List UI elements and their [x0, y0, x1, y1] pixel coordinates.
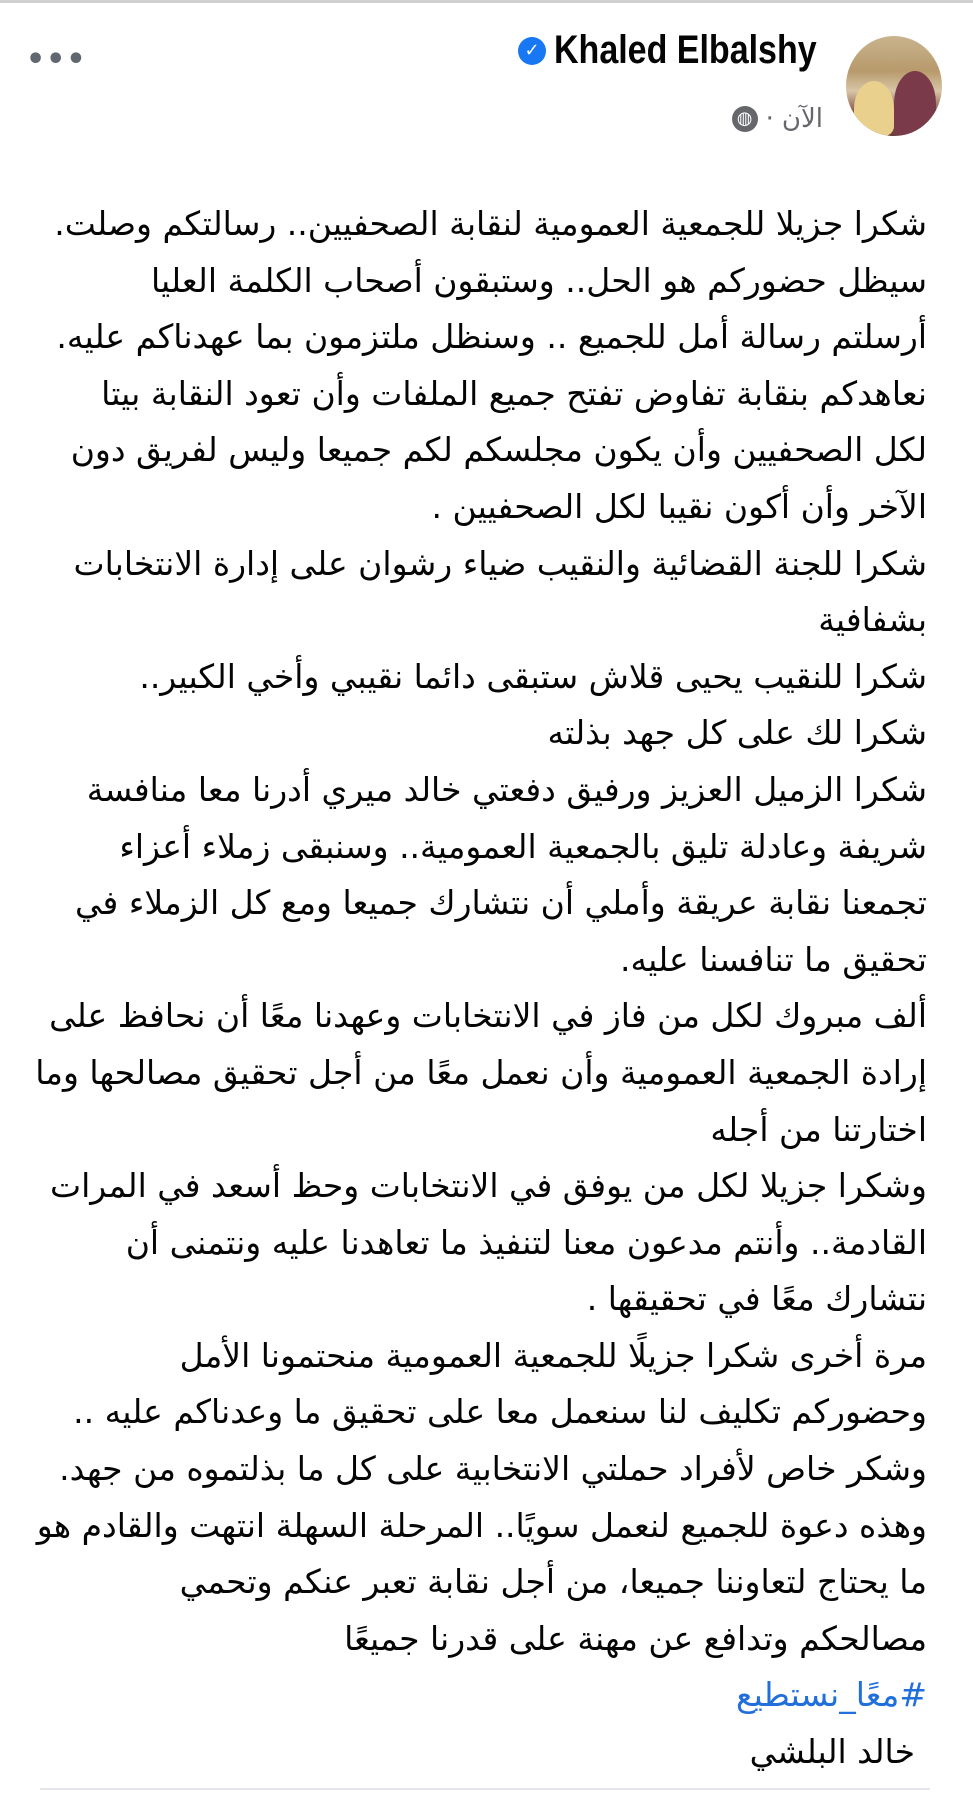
verified-badge-icon: ✓: [518, 37, 546, 65]
post-divider: [40, 1788, 930, 1790]
post-text-line: تجمعنا نقابة عريقة وأملي أن نتشارك جميعا ومع كل الزملاء في: [75, 883, 927, 923]
post-text-line: لكل الصحفيين وأن يكون مجلسكم لكم جميعا وليس لفريق دون: [70, 430, 927, 470]
globe-icon[interactable]: ◍: [732, 106, 758, 132]
post-time[interactable]: الآن: [781, 104, 823, 134]
post-text-line: القادمة.. وأنتم مدعون معنا لتنفيذ ما تعاهدنا عليه ونتمنى أن: [125, 1222, 927, 1262]
post-text-line: الآخر وأن أكون نقيبا لكل الصحفيين .: [431, 486, 927, 526]
post-text-line: شكرا للجنة القضائية والنقيب ضياء رشوان على إدارة الانتخابات: [73, 543, 927, 583]
post-signature: خالد البلشي: [749, 1732, 915, 1772]
top-divider: [0, 0, 973, 3]
post-text-line: أرسلتم رسالة أمل للجميع .. وسنظل ملتزمون بما عهدناكم عليه.: [56, 317, 927, 357]
author-row: [518, 28, 823, 73]
post-text-line: سيظل حضوركم هو الحل.. وستبقون أصحاب الكلمة العليا: [150, 260, 927, 300]
post-body: [27, 196, 927, 1781]
post-text-line: بشفافية: [818, 600, 927, 640]
post-text-line: شكرا الزميل العزيز ورفيق دفعتي خالد ميري أدرنا معا منافسة: [86, 769, 927, 809]
avatar-photo-person: [894, 71, 936, 136]
post-text-line: وحضوركم تكليف لنا سنعمل معا على تحقيق ما وعدناكم عليه ..: [73, 1392, 927, 1432]
post-text-line: شكرا للنقيب يحيى قلاش ستبقى دائما نقيبي وأخي الكبير..: [139, 656, 927, 696]
post-text-line: إرادة الجمعية العمومية وأن نعمل معًا من أجل تحقيق مصالحها وما: [35, 1052, 927, 1092]
author-avatar[interactable]: [846, 36, 942, 136]
post-text-line: اختارتنا من أجله: [710, 1109, 927, 1149]
author-name[interactable]: Khaled Elbalshy: [554, 28, 817, 72]
post-text-line: شكرا جزيلا للجمعية العمومية لنقابة الصحفيين.. رسالتكم وصلت.: [54, 204, 927, 243]
more-options-button[interactable]: •••: [26, 42, 87, 77]
post-text-line: وشكرا جزيلا لكل من يوفق في الانتخابات وحظ أسعد في المرات: [50, 1166, 927, 1206]
post-text-line: شكرا لك على كل جهد بذلته: [547, 713, 927, 753]
post-text-line: نعاهدكم بنقابة تفاوض تفتح جميع الملفات وأن تعود النقابة بيتا: [101, 373, 927, 413]
post-text-line: ألف مبروك لكل من فاز في الانتخابات وعهدنا معًا أن نحافظ على: [49, 996, 927, 1036]
post-text-line: ما يحتاج لتعاوننا جميعا، من أجل نقابة تعبر عنكم وتحمي: [179, 1562, 927, 1602]
hashtag-link[interactable]: #معًا_نستطيع: [736, 1675, 927, 1715]
post-text-line: تحقيق ما تنافسنا عليه.: [619, 939, 927, 979]
post-text-line: وهذه دعوة للجميع لنعمل سويًا.. المرحلة السهلة انتهت والقادم هو: [36, 1505, 927, 1545]
meta-separator: ·: [765, 104, 774, 134]
post-text-line: وشكر خاص لأفراد حملتي الانتخابية على كل ما بذلتموه من جهد.: [59, 1449, 927, 1489]
avatar-photo-person: [854, 81, 894, 136]
post-text-line: شريفة وعادلة تليق بالجمعية العمومية.. وسنبقى زملاء أعزاء: [119, 826, 927, 866]
post-text-line: مرة أخرى شكرا جزيلًا للجمعية العمومية منحتمونا الأمل: [179, 1335, 927, 1375]
post-text-line: نتشارك معًا في تحقيقها .: [586, 1279, 927, 1319]
post-text-line: مصالحكم وتدافع عن مهنة على قدرنا جميعًا: [344, 1618, 927, 1658]
post-meta: [732, 104, 823, 134]
